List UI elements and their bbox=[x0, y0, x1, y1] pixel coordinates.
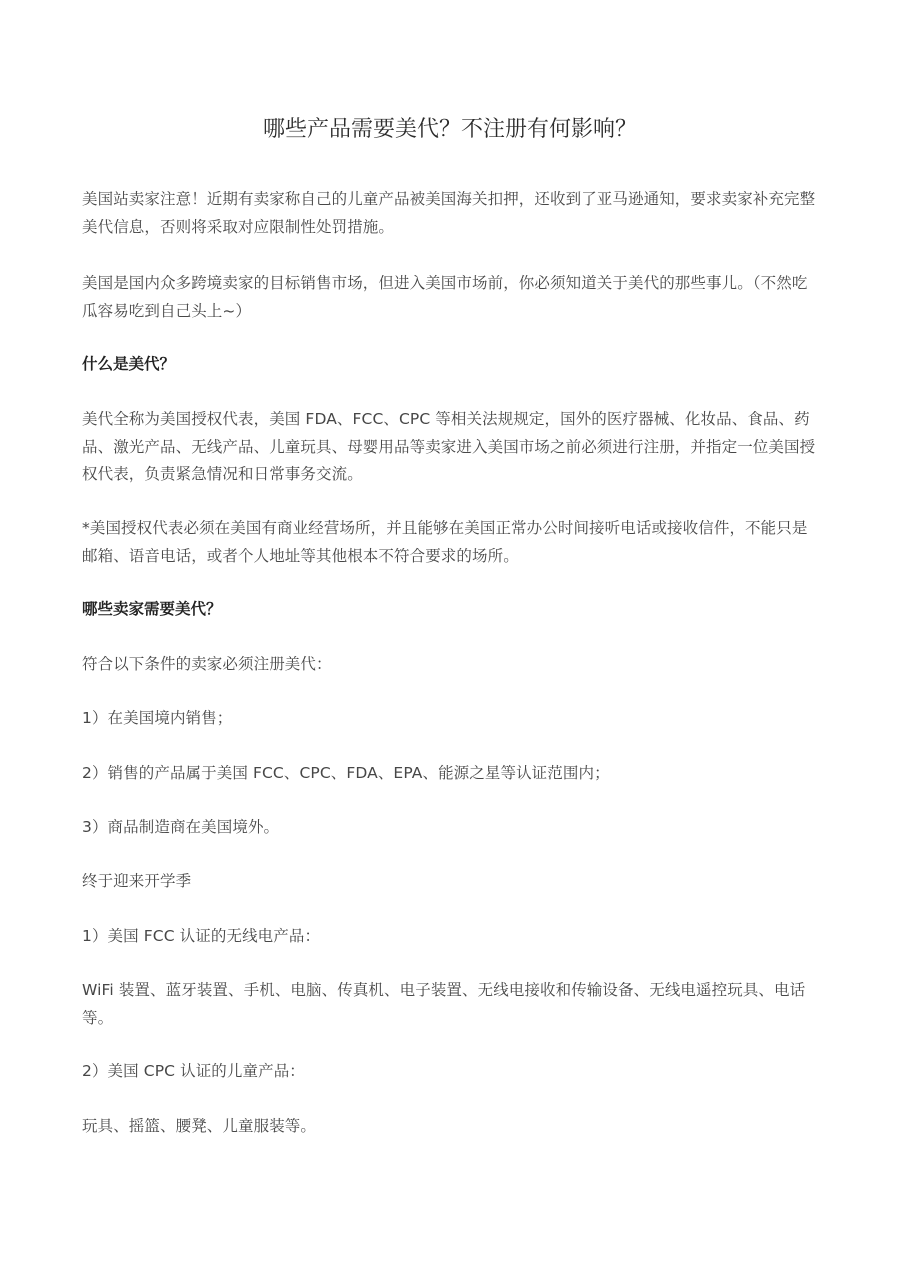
fcc-products-paragraph: WiFi 装置、蓝牙装置、手机、电脑、传真机、电子装置、无线电接收和传输设备、无线电遥控玩具、电话等。 bbox=[82, 981, 806, 1027]
condition-item-3: 3）商品制造商在美国境外。 bbox=[82, 818, 280, 836]
misc-line: 终于迎来开学季 bbox=[82, 872, 192, 890]
condition-item-1: 1）在美国境内销售； bbox=[82, 709, 233, 727]
cpc-heading-line: 2）美国 CPC 认证的儿童产品： bbox=[82, 1062, 305, 1080]
definition-paragraph: 美代全称为美国授权代表，美国 FDA、FCC、CPC 等相关法规规定，国外的医疗器械、化妆品、食品、药品、激光产品、无线产品、儿童玩具、母婴用品等卖家进入美国市场之前必须进行注册，并指定一位美国授权代表，负责紧急情况和日常事务交流。 bbox=[82, 410, 816, 483]
condition-item-2: 2）销售的产品属于美国 FCC、CPC、FDA、EPA、能源之星等认证范围内； bbox=[82, 764, 610, 782]
intro-paragraph: 美国站卖家注意！近期有卖家称自己的儿童产品被美国海关扣押，还收到了亚马逊通知，要求卖家补充完整美代信息，否则将采取对应限制性处罚措施。 bbox=[82, 190, 816, 236]
note-paragraph: *美国授权代表必须在美国有商业经营场所，并且能够在美国正常办公时间接听电话或接收信件，不能只是邮箱、语音电话，或者个人地址等其他根本不符合要求的场所。 bbox=[82, 519, 808, 565]
section-heading-who: 哪些卖家需要美代？ bbox=[82, 600, 222, 618]
conditions-intro: 符合以下条件的卖家必须注册美代： bbox=[82, 655, 332, 673]
fcc-heading-line: 1）美国 FCC 认证的无线电产品： bbox=[82, 927, 321, 945]
section-heading-what: 什么是美代？ bbox=[82, 355, 176, 373]
cpc-products-line: 玩具、摇篮、腰凳、儿童服装等。 bbox=[82, 1117, 317, 1135]
market-paragraph: 美国是国内众多跨境卖家的目标销售市场，但进入美国市场前，你必须知道关于美代的那些事儿。（不然吃瓜容易吃到自己头上~） bbox=[82, 274, 808, 320]
page-title: 哪些产品需要美代？不注册有何影响？ bbox=[262, 117, 637, 142]
